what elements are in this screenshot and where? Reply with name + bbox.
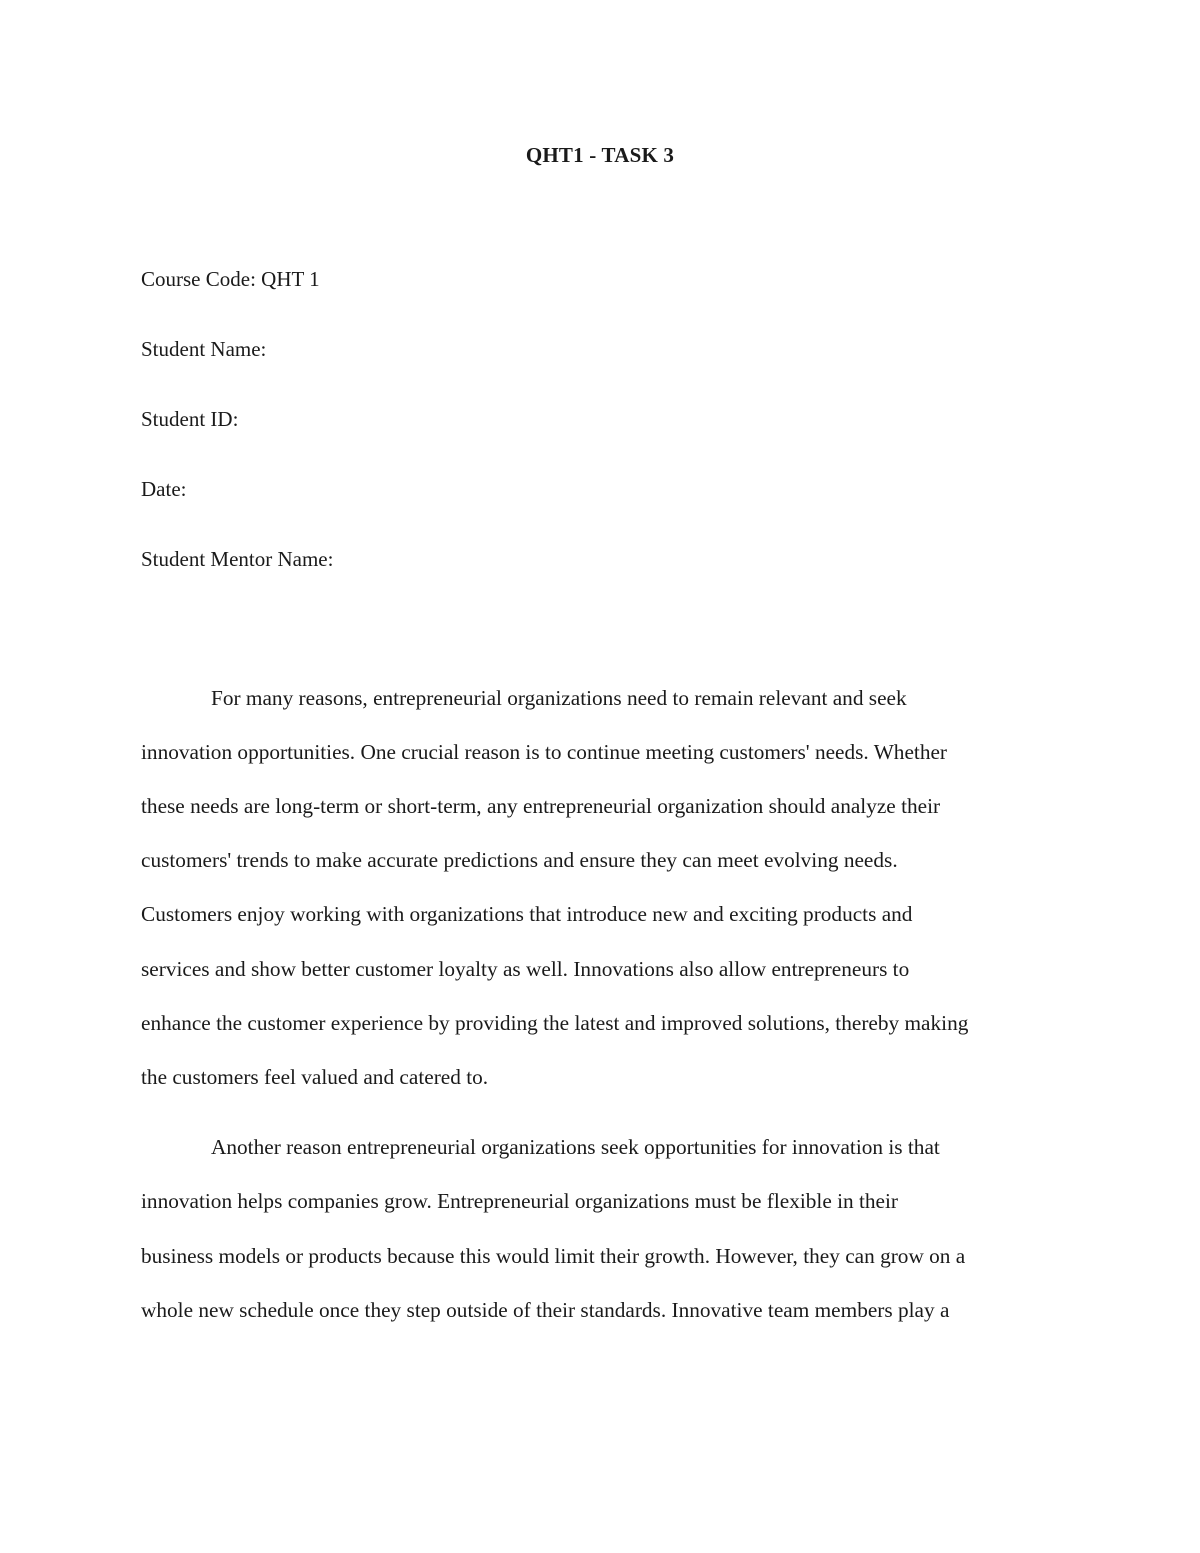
paragraph-line: Another reason entrepreneurial organizations seek opportunities for innovation is that <box>211 1135 940 1159</box>
paragraph-line: innovation opportunities. One crucial reason is to continue meeting customers' needs. Whether <box>141 740 948 764</box>
student-mentor-name-field: Student Mentor Name: <box>141 547 334 571</box>
paragraph-line: these needs are long-term or short-term, any entrepreneurial organization should analyze their <box>141 794 941 818</box>
paragraph-line: services and show better customer loyalty as well. Innovations also allow entrepreneurs to <box>141 957 910 981</box>
student-id-field: Student ID: <box>141 407 239 431</box>
paragraph-line: business models or products because this would limit their growth. However, they can grow on a <box>141 1244 966 1268</box>
student-name-field: Student Name: <box>141 337 267 361</box>
paragraph-line: Customers enjoy working with organizations that introduce new and exciting products and <box>141 902 913 926</box>
document-title: QHT1 - TASK 3 <box>525 143 675 167</box>
date-field: Date: <box>141 477 187 501</box>
paragraph-line: whole new schedule once they step outside of their standards. Innovative team members play a <box>141 1298 950 1322</box>
course-code-field: Course Code: QHT 1 <box>141 267 320 291</box>
paragraph-line: customers' trends to make accurate predictions and ensure they can meet evolving needs. <box>141 848 898 872</box>
paragraph-line: enhance the customer experience by providing the latest and improved solutions, thereby making <box>141 1011 969 1035</box>
paragraph-line: For many reasons, entrepreneurial organizations need to remain relevant and seek <box>211 686 907 710</box>
paragraph-line: innovation helps companies grow. Entrepreneurial organizations must be flexible in their <box>141 1189 899 1213</box>
paragraph-line: the customers feel valued and catered to. <box>141 1065 489 1089</box>
